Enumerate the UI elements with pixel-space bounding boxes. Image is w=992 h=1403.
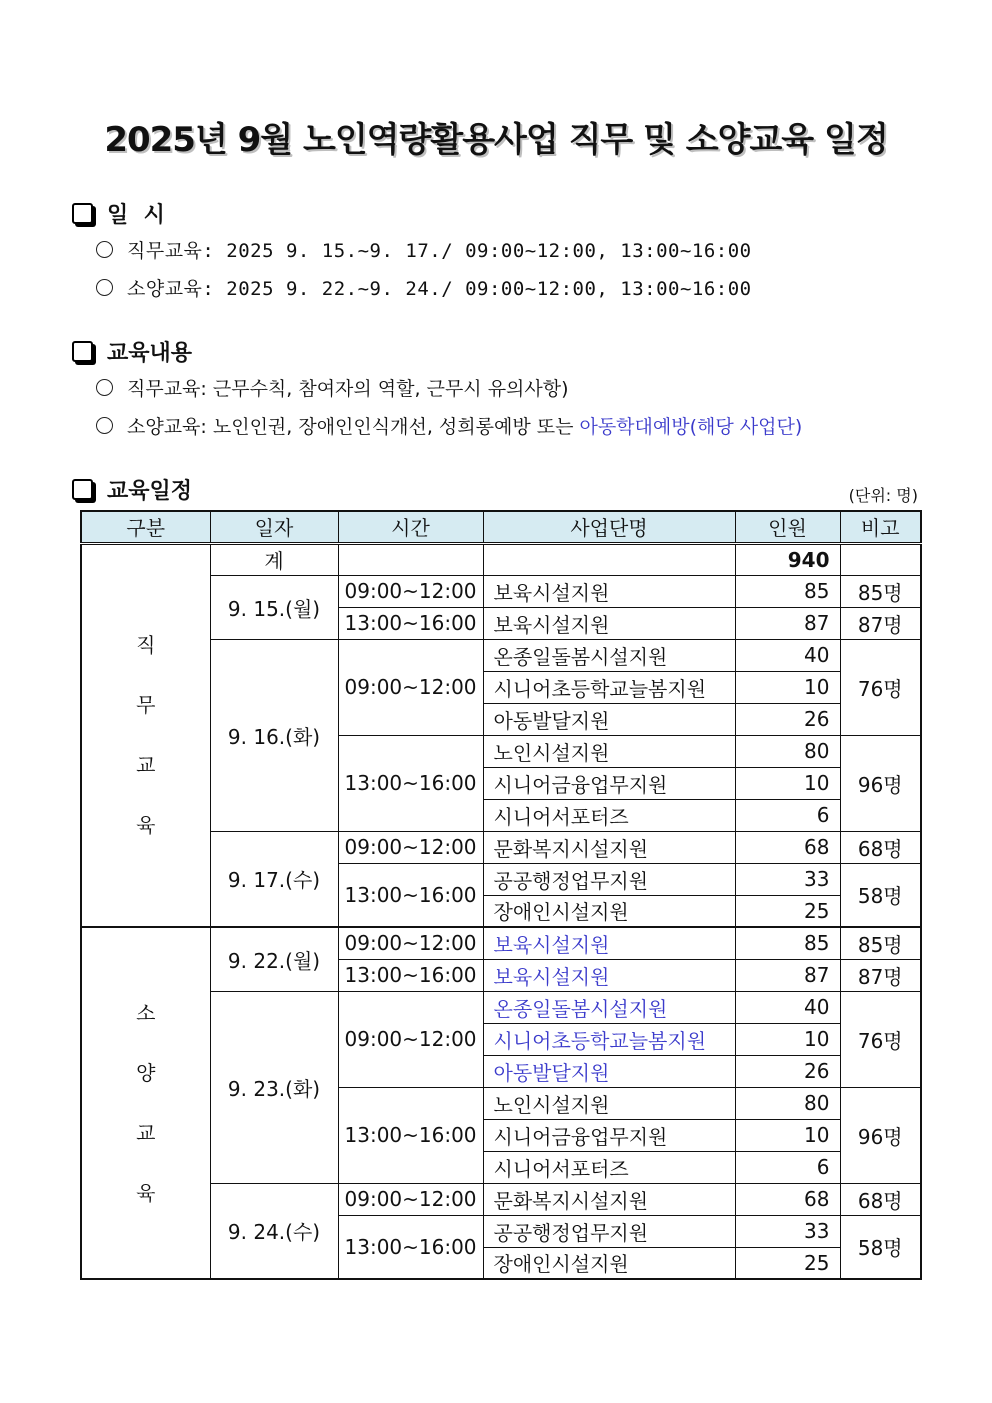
count-cell: 10: [735, 1023, 840, 1055]
date-cell: 9. 15.(월): [210, 575, 338, 639]
count-cell: 40: [735, 639, 840, 671]
time-cell: 13:00~16:00: [338, 735, 483, 831]
category-char: 직: [136, 633, 156, 658]
header-date: 일자: [210, 511, 338, 543]
time-cell: 09:00~12:00: [338, 927, 483, 959]
header-note: 비고: [840, 511, 921, 543]
page-title: 2025년 9월 노인역량활용사업 직무 및 소양교육 일정: [104, 120, 888, 160]
count-cell: 10: [735, 767, 840, 799]
count-cell: 6: [735, 799, 840, 831]
program-cell: 보육시설지원: [483, 927, 735, 959]
section-heading-label: 교육내용: [107, 341, 193, 366]
count-cell: 40: [735, 991, 840, 1023]
header-count: 인원: [735, 511, 840, 543]
program-cell: 시니어금융업무지원: [483, 1119, 735, 1151]
category-culture: [81, 927, 210, 1279]
section-heading-schedule: [72, 198, 165, 229]
section-heading-content: [72, 336, 192, 367]
note-cell: 58명: [840, 1215, 921, 1279]
count-cell: 80: [735, 1087, 840, 1119]
program-cell: 보육시설지원: [483, 575, 735, 607]
time-cell: 13:00~16:00: [338, 1087, 483, 1183]
count-cell: 10: [735, 1119, 840, 1151]
note-cell: 76명: [840, 991, 921, 1087]
time-cell: 09:00~12:00: [338, 1183, 483, 1215]
note-cell: 58명: [840, 863, 921, 927]
note-cell: 85명: [840, 575, 921, 607]
table-row: [81, 543, 921, 575]
list-item: [96, 374, 569, 401]
table-header-row: [81, 511, 921, 543]
count-cell: 6: [735, 1151, 840, 1183]
time-cell: 13:00~16:00: [338, 1215, 483, 1279]
header-program: 사업단명: [483, 511, 735, 543]
count-cell: 25: [735, 1247, 840, 1279]
date-cell: 9. 17.(수): [210, 831, 338, 927]
program-cell: 보육시설지원: [483, 959, 735, 991]
program-cell: 장애인시설지원: [483, 895, 735, 927]
content-item-culture: 소양교육: 노인인권, 장애인인식개선, 성희롱예방 또는: [127, 416, 580, 438]
circle-bullet-icon: [96, 279, 113, 296]
count-cell: 85: [735, 575, 840, 607]
note-cell: 68명: [840, 1183, 921, 1215]
category-char: 육: [136, 813, 156, 838]
program-cell: 공공행정업무지원: [483, 863, 735, 895]
category-char: 교: [136, 1121, 156, 1145]
list-item: [96, 412, 802, 439]
program-cell: 문화복지시설지원: [483, 1183, 735, 1215]
time-cell: 13:00~16:00: [338, 607, 483, 639]
content-item-highlight: 아동학대예방(해당 사업단): [579, 416, 803, 438]
program-cell: 온종일돌봄시설지원: [483, 991, 735, 1023]
header-category: 구분: [81, 511, 210, 543]
checkbox-square-icon: [72, 341, 93, 362]
note-cell: 76명: [840, 639, 921, 735]
count-cell: 10: [735, 671, 840, 703]
count-cell: 68: [735, 1183, 840, 1215]
checkbox-square-icon: [72, 203, 93, 224]
time-cell: 09:00~12:00: [338, 831, 483, 863]
date-cell: 9. 24.(수): [210, 1183, 338, 1279]
category-job: [81, 543, 210, 927]
empty-cell: [840, 543, 921, 575]
program-cell: 문화복지시설지원: [483, 831, 735, 863]
note-cell: 68명: [840, 831, 921, 863]
program-cell: 온종일돌봄시설지원: [483, 639, 735, 671]
category-char: 교: [136, 753, 156, 778]
note-cell: 96명: [840, 735, 921, 831]
count-cell: 33: [735, 863, 840, 895]
program-cell: 공공행정업무지원: [483, 1215, 735, 1247]
category-char: 육: [136, 1181, 156, 1205]
empty-cell: [483, 543, 735, 575]
count-cell: 26: [735, 1055, 840, 1087]
program-cell: 아동발달지원: [483, 1055, 735, 1087]
date-cell: 9. 23.(화): [210, 991, 338, 1183]
list-item: [96, 274, 752, 301]
program-cell: 아동발달지원: [483, 703, 735, 735]
time-cell: 09:00~12:00: [338, 991, 483, 1087]
circle-bullet-icon: [96, 379, 113, 396]
date-cell: 9. 22.(월): [210, 927, 338, 991]
schedule-item-job: 직무교육: 2025 9. 15.~9. 17./ 09:00~12:00, 13:00~16:00: [127, 240, 752, 262]
content-item-job: 직무교육: 근무수칙, 참여자의 역할, 근무시 유의사항): [127, 378, 569, 400]
count-cell: 33: [735, 1215, 840, 1247]
total-label: 계: [210, 543, 338, 575]
count-cell: 87: [735, 607, 840, 639]
note-cell: 85명: [840, 927, 921, 959]
section-heading-label: 일 시: [107, 203, 165, 228]
note-cell: 96명: [840, 1087, 921, 1183]
section-heading-label: 교육일정: [107, 479, 193, 504]
count-cell: 80: [735, 735, 840, 767]
schedule-table: [80, 510, 922, 1280]
unit-label: (단위: 명): [848, 486, 918, 505]
count-cell: 25: [735, 895, 840, 927]
program-cell: 보육시설지원: [483, 607, 735, 639]
category-char: 양: [136, 1061, 156, 1085]
schedule-item-culture: 소양교육: 2025 9. 22.~9. 24./ 09:00~12:00, 13:00~16:00: [127, 278, 752, 300]
program-cell: 시니어서포터즈: [483, 1151, 735, 1183]
table-row: [81, 927, 921, 959]
program-cell: 시니어금융업무지원: [483, 767, 735, 799]
time-cell: 09:00~12:00: [338, 639, 483, 735]
count-cell: 85: [735, 927, 840, 959]
count-cell: 87: [735, 959, 840, 991]
note-cell: 87명: [840, 607, 921, 639]
checkbox-square-icon: [72, 479, 93, 500]
empty-cell: [338, 543, 483, 575]
date-cell: 9. 16.(화): [210, 639, 338, 831]
section-heading-plan: [72, 474, 192, 505]
count-cell: 68: [735, 831, 840, 863]
circle-bullet-icon: [96, 241, 113, 258]
time-cell: 13:00~16:00: [338, 863, 483, 927]
time-cell: 09:00~12:00: [338, 575, 483, 607]
program-cell: 시니어서포터즈: [483, 799, 735, 831]
list-item: [96, 236, 752, 263]
program-cell: 시니어초등학교늘봄지원: [483, 671, 735, 703]
program-cell: 노인시설지원: [483, 1087, 735, 1119]
category-char: 소: [136, 1001, 156, 1025]
program-cell: 노인시설지원: [483, 735, 735, 767]
circle-bullet-icon: [96, 417, 113, 434]
header-time: 시간: [338, 511, 483, 543]
program-cell: 장애인시설지원: [483, 1247, 735, 1279]
program-cell: 시니어초등학교늘봄지원: [483, 1023, 735, 1055]
time-cell: 13:00~16:00: [338, 959, 483, 991]
count-cell: 26: [735, 703, 840, 735]
note-cell: 87명: [840, 959, 921, 991]
category-char: 무: [136, 693, 156, 718]
total-value: 940: [735, 543, 840, 575]
